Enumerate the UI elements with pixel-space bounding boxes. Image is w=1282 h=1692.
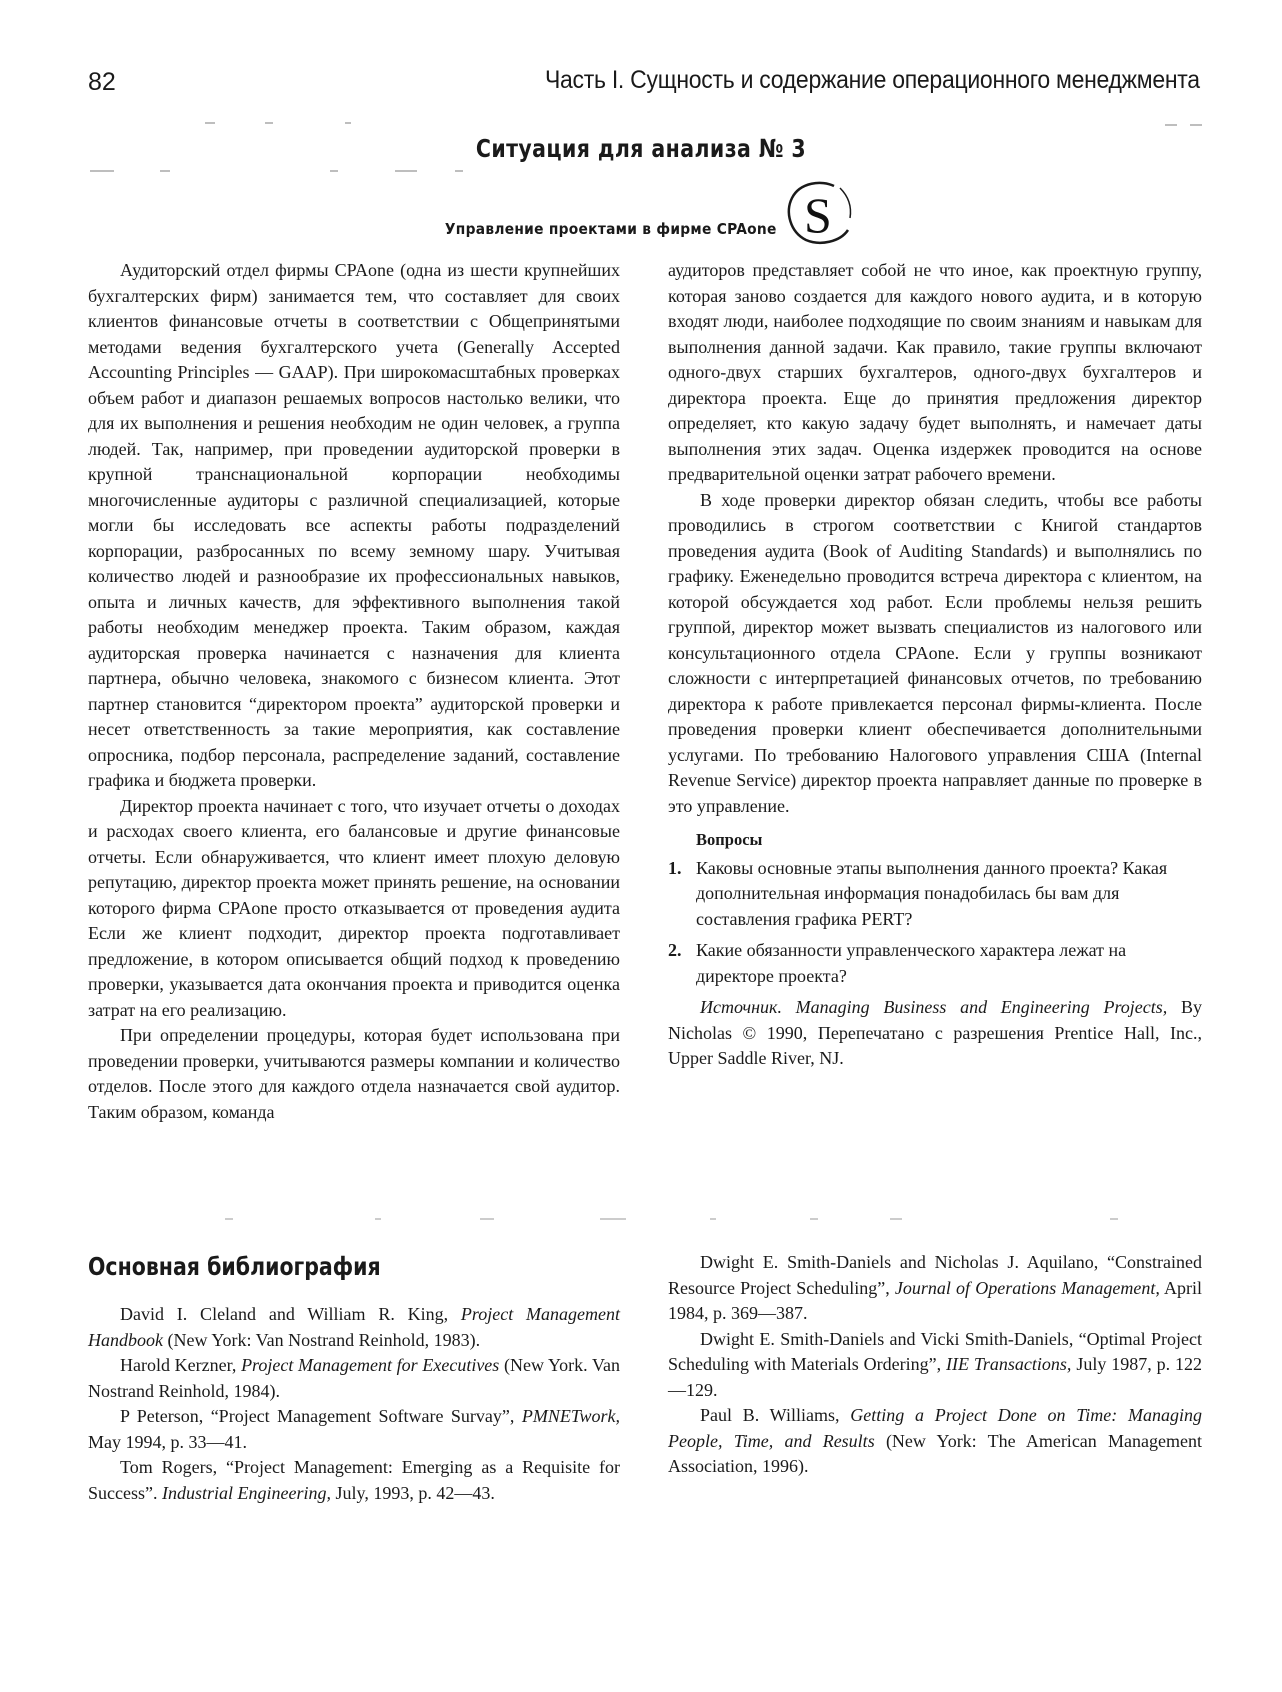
question-text: Каковы основные этапы выполнения данного проекта? Какая дополнительная информация понадобилась бы вам для составления графика PERT?	[696, 857, 1168, 929]
scan-artifact	[265, 122, 273, 124]
source-note	[668, 995, 1202, 1072]
scan-artifact	[330, 170, 338, 172]
source-details: By Nicholas © 1990, Перепечатано с разрешения Prentice Hall, Inc., Upper Saddle River, NJ.	[668, 997, 1202, 1068]
question-item	[668, 856, 1202, 933]
entry-details: (New York: Van Nostrand Reinhold, 1983).	[163, 1329, 481, 1350]
bibliography-entry	[668, 1250, 1202, 1327]
entry-author: Paul B. Williams,	[700, 1405, 851, 1425]
bibliography-entry	[88, 1455, 620, 1506]
scan-artifact	[1190, 124, 1202, 126]
bibliography-entry	[88, 1302, 620, 1353]
scan-artifact	[225, 1218, 233, 1220]
scan-artifact	[455, 170, 463, 172]
scan-artifact	[710, 1218, 716, 1220]
question-number: 2.	[668, 940, 682, 960]
scan-artifact	[480, 1218, 494, 1220]
entry-author: Harold Kerzner,	[120, 1355, 242, 1375]
case-study-title: Ситуация для анализа № 3	[475, 134, 807, 163]
entry-author: David I. Cleland and William R. King,	[120, 1304, 461, 1324]
paragraph: В ходе проверки директор обязан следить, чтобы все работы проводились в строгом соответствии с Книгой стандартов проведения аудита (Book of Auditing Standards) и выполнялись по графику. Еженедельно проводится встреча директора с клиентом, на которой обсуждается ход работ. Если проблемы нельзя решить группой, директор может вызвать специалистов из налогового или консультационного отдела CPAone. Если у группы возникают сложности с интерпретацией финансовых отчетов, по требованию директора к работе привлекается персонал фирмы-клиента. После проведения проверки клиент обеспечивается дополнительными услугами. По требованию Налогового управления США (Internal Revenue Service) директор проекта направляет данные по проверке в это управление.	[668, 489, 1202, 816]
case-study-subtitle: Управление проектами в фирме CPAone	[445, 220, 777, 238]
bibliography-entry	[88, 1353, 620, 1404]
page-number: 82	[88, 68, 116, 96]
entry-details: (New York: The American Management Association, 1996).	[668, 1430, 1202, 1476]
s-circle-icon	[782, 178, 856, 248]
entry-details: May 1994, p. 33—41.	[88, 1431, 247, 1452]
article-right-column	[668, 258, 1202, 1072]
entry-details: July, 1993, p. 42—43.	[330, 1482, 495, 1503]
source-label: Источник. Managing Business and Engineering Projects,	[700, 997, 1168, 1017]
question-number: 1.	[668, 857, 682, 878]
scan-artifact	[810, 1218, 818, 1220]
running-header: Часть I. Сущность и содержание операционного менеджмента	[545, 66, 1200, 94]
bibliography-heading: Основная библиография	[88, 1252, 381, 1281]
entry-details: (New York. Van Nostrand Reinhold, 1984).	[88, 1355, 620, 1401]
article-left-column	[88, 258, 620, 1125]
bibliography-entry	[668, 1403, 1202, 1480]
scan-artifact	[1110, 1218, 1118, 1220]
scan-artifact	[395, 170, 417, 172]
entry-author: Dwight E. Smith-Daniels and Nicholas J. Aquilano, “Constrained Resource Project Scheduling”,	[668, 1252, 1202, 1298]
paragraph: Аудиторский отдел фирмы CPAone (одна из шести крупнейших бухгалтерских фирм) занимается тем, что составляет для своих клиентов финансовые отчеты в соответствии с Общепринятыми методами ведения бухгалтерского учета (Generally Accepted Accounting Principles — GAAP). При широкомасштабных проверках объем работ и диапазон решаемых вопросов настолько велики, что для их выполнения и решения необходим не один человек, а группа людей. Так, например, при проведении аудиторской проверки в крупной транснациональной корпорации необходимы многочисленные аудиторы с различной специализацией, которые могли бы исследовать все аспекты работы подразделений корпорации, разбросанных по всему земному шару. Учитывая количество людей и разнообразие их профессиональных навыков, опыта и личных качеств, для эффективного выполнения такой работы необходим менеджер проекта. Таким образом, каждая аудиторская проверка начинается с назначения для клиента партнера, обычно человека, знакомого с бизнесом клиента. Этот партнер становится “директором проекта” аудиторской проверки и несет ответственность за такие мероприятия, как составление опросника, подбор персонала, распределение заданий, составление графика и бюджета проверки.	[88, 260, 620, 790]
entry-title: Journal of Operations Management,	[894, 1277, 1160, 1298]
paragraph: При определении процедуры, которая будет использована при проведении проверки, учитываются размеры компании и количество отделов. После этого для каждого отдела назначается свой аудитор. Таким образом, команда	[88, 1025, 620, 1122]
entry-author: Dwight E. Smith-Daniels and Vicki Smith-Daniels, “Optimal Project Scheduling with Materials Ordering”,	[668, 1328, 1202, 1374]
bibliography-right-column	[668, 1250, 1202, 1480]
paragraph: Директор проекта начинает с того, что изучает отчеты о доходах и расходах своего клиента, его балансовые и другие финансовые отчеты. Если обнаруживается, что клиент имеет плохую деловую репутацию, директор проекта может принять решение, на основании которого фирма CPAone просто отказывается от проведения аудита Если же клиент подходит, директор проекта подготавливает предложение, в котором описывается общий подход к проведению проверки, указывается дата окончания проекта и приводится оценка затрат на его реализацию.	[88, 795, 620, 1020]
entry-title: IIE Transactions,	[946, 1354, 1072, 1374]
question-item	[668, 938, 1202, 989]
entry-author: Tom Rogers, “Project Management: Emerging as a Requisite for Success”.	[88, 1457, 620, 1503]
questions-heading: Вопросы	[696, 830, 763, 849]
paragraph: аудиторов представляет собой не что иное, как проектную группу, которая заново создается для каждого нового аудита, и в которую входят люди, наиболее подходящие по своим знаниям и навыкам для выполнения данной задачи. Как правило, такие группы включают одного-двух старших бухгалтеров, одного-двух бухгалтеров и директора проекта. Еще до принятия предложения директор определяет, кто какую задачу будет выполнять, и намечает даты выполнения этих задач. Оценка издержек проводится на основе предварительной оценки затрат рабочего времени.	[668, 260, 1202, 484]
scan-artifact	[600, 1218, 626, 1220]
entry-author: P Peterson, “Project Management Software Survay”,	[120, 1406, 522, 1426]
bibliography-entry	[88, 1404, 620, 1455]
entry-title: Industrial Engineering,	[161, 1482, 331, 1503]
scan-artifact	[375, 1218, 381, 1220]
svg-text:S: S	[804, 187, 832, 243]
question-text: Какие обязанности управленческого характера лежат на директоре проекта?	[696, 940, 1127, 986]
scan-artifact	[890, 1218, 902, 1220]
bibliography-left-column	[88, 1302, 620, 1506]
scan-artifact	[90, 170, 114, 172]
entry-details: July 1987, p. 122—129.	[668, 1354, 1202, 1400]
entry-title: Project Management Handbook	[88, 1304, 620, 1350]
entry-details: April 1984, p. 369—387.	[668, 1277, 1202, 1323]
scan-artifact	[1165, 124, 1177, 126]
entry-title: PMNETwork,	[521, 1406, 620, 1426]
scan-artifact	[345, 122, 351, 124]
entry-title: Project Management for Executives	[241, 1355, 500, 1375]
bibliography-entry	[668, 1327, 1202, 1404]
entry-title: Getting a Project Done on Time: Managing People, Time, and Results	[668, 1405, 1202, 1451]
scan-artifact	[205, 122, 215, 124]
scan-artifact	[160, 170, 170, 172]
